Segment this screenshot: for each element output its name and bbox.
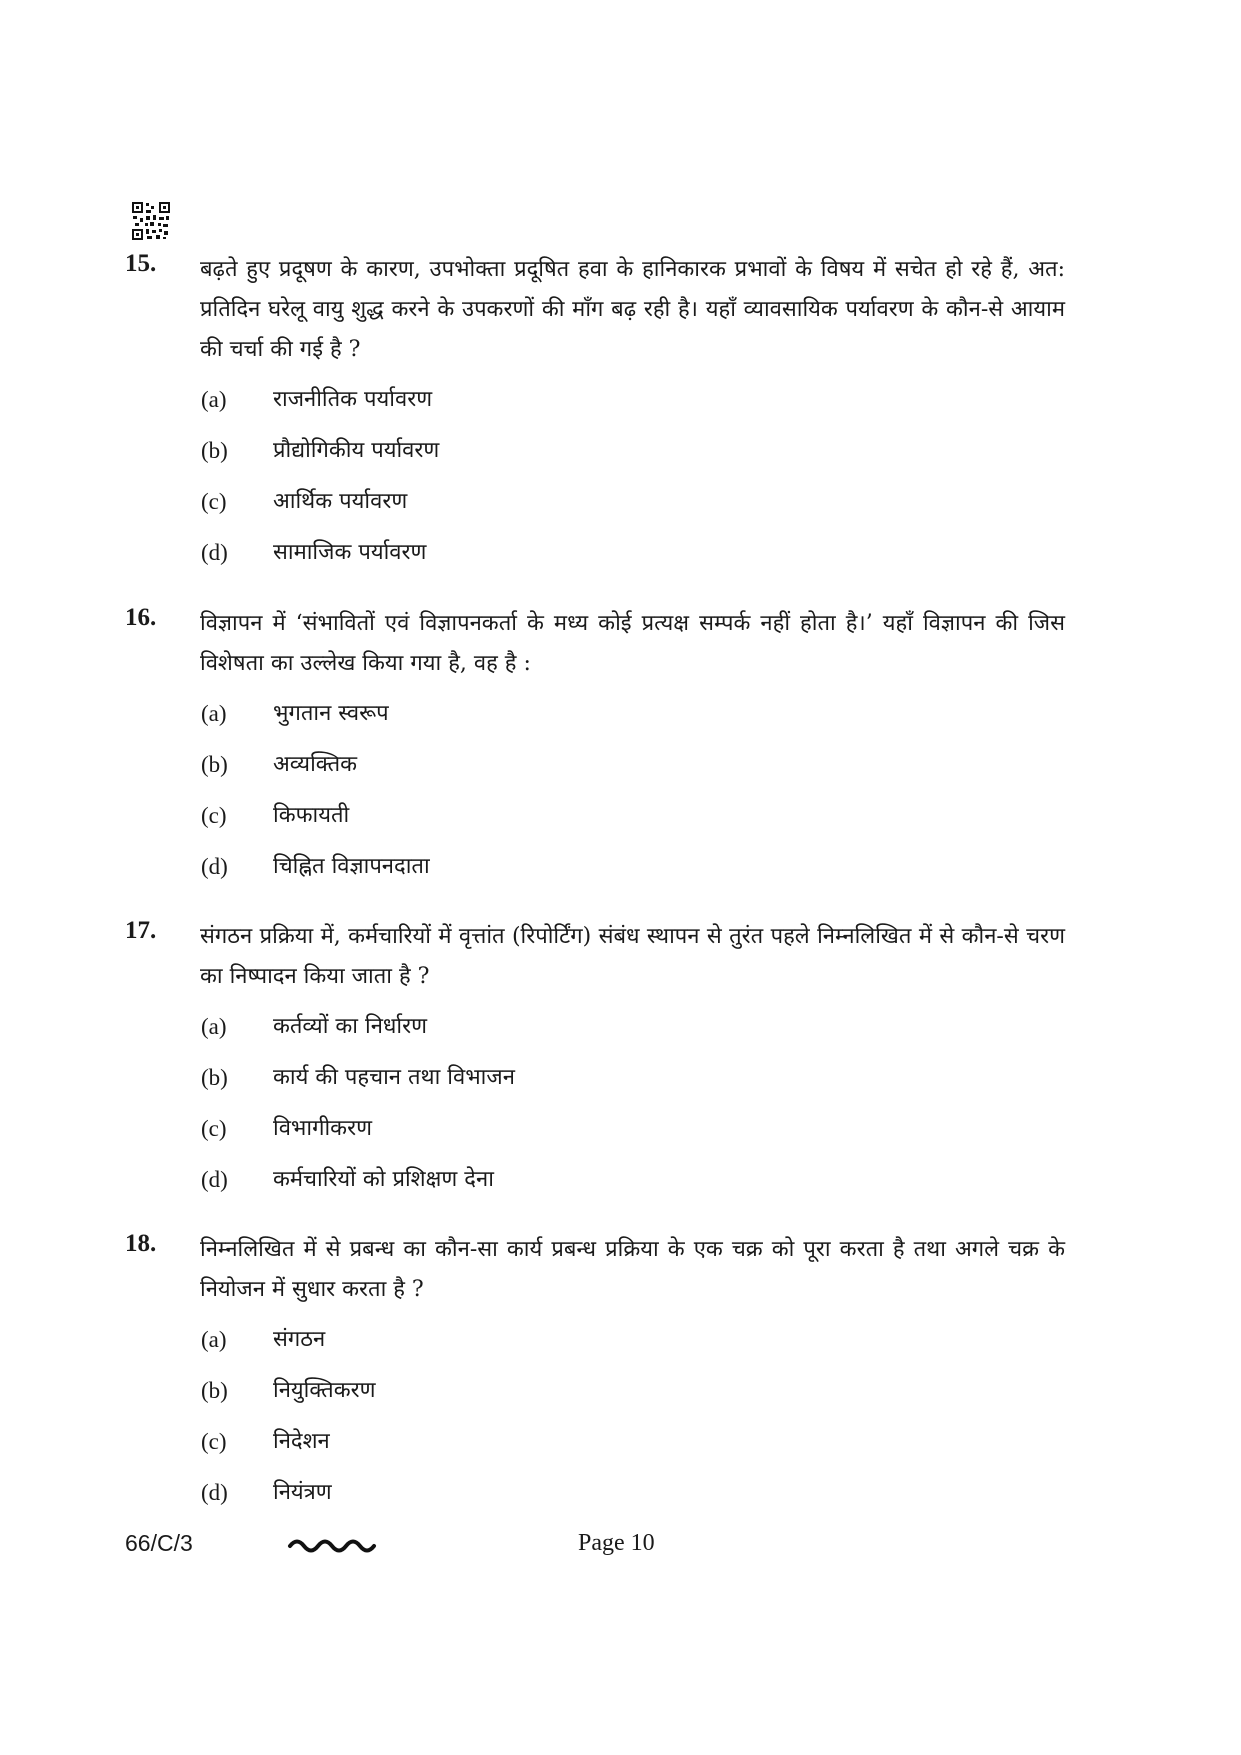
option-c bbox=[125, 1109, 1065, 1160]
option-c bbox=[125, 482, 1065, 533]
option-label: (b) bbox=[201, 1065, 228, 1090]
question-18 bbox=[125, 1230, 1065, 1524]
options-list bbox=[125, 380, 1065, 584]
question-number: 18. bbox=[125, 1230, 157, 1257]
option-d bbox=[125, 847, 1065, 898]
option-label: (a) bbox=[201, 387, 227, 412]
options-list bbox=[125, 694, 1065, 898]
page-number: Page 10 bbox=[578, 1530, 655, 1556]
option-label: (a) bbox=[201, 1327, 227, 1352]
option-label: (d) bbox=[201, 1480, 228, 1505]
option-label: (c) bbox=[201, 1429, 227, 1454]
option-label: (d) bbox=[201, 1167, 228, 1192]
option-text: नियुक्तिकरण bbox=[273, 1378, 376, 1403]
option-text: चिह्नित विज्ञापनदाता bbox=[273, 854, 430, 879]
option-b bbox=[125, 1371, 1065, 1422]
option-label: (b) bbox=[201, 438, 228, 463]
option-label: (c) bbox=[201, 803, 227, 828]
option-a bbox=[125, 694, 1065, 745]
question-17 bbox=[125, 917, 1065, 1211]
question-text: निम्नलिखित में से प्रबन्ध का कौन-सा कार्य प्रबन्ध प्रक्रिया के एक चक्र को पूरा करता है तथा अगले चक्र के नियोजन में सुधार करता है ? bbox=[200, 1237, 1065, 1302]
option-label: (a) bbox=[201, 1014, 227, 1039]
options-list bbox=[125, 1007, 1065, 1211]
option-text: प्रौद्योगिकीय पर्यावरण bbox=[273, 438, 440, 463]
option-b bbox=[125, 745, 1065, 796]
question-number: 15. bbox=[125, 250, 157, 277]
option-label: (b) bbox=[201, 752, 228, 777]
tilde-ornament-icon bbox=[286, 1532, 386, 1556]
option-d bbox=[125, 1473, 1065, 1524]
question-text: विज्ञापन में ‘संभावितों एवं विज्ञापनकर्ता के मध्य कोई प्रत्यक्ष सम्पर्क नहीं होता है।’ यहाँ विज्ञापन की जिस विशेषता का उल्लेख किया गया है, वह है : bbox=[200, 611, 1065, 676]
option-label: (c) bbox=[201, 1116, 227, 1141]
option-text: आर्थिक पर्यावरण bbox=[273, 489, 408, 514]
option-text: सामाजिक पर्यावरण bbox=[273, 540, 427, 565]
question-number: 17. bbox=[125, 917, 157, 944]
question-text: संगठन प्रक्रिया में, कर्मचारियों में वृत्तांत (रिपोर्टिंग) संबंध स्थापन से तुरंत पहले निम्नलिखित में से कौन-से चरण का निष्पादन किया जाता है ? bbox=[200, 924, 1065, 989]
option-label: (d) bbox=[201, 540, 228, 565]
option-c bbox=[125, 1422, 1065, 1473]
option-text: विभागीकरण bbox=[273, 1116, 372, 1141]
option-text: राजनीतिक पर्यावरण bbox=[273, 387, 433, 412]
option-label: (a) bbox=[201, 701, 227, 726]
option-label: (c) bbox=[201, 489, 227, 514]
option-c bbox=[125, 796, 1065, 847]
option-text: निदेशन bbox=[273, 1429, 330, 1454]
qr-code-icon bbox=[132, 202, 170, 240]
option-text: अव्यक्तिक bbox=[273, 752, 358, 777]
option-text: किफायती bbox=[273, 803, 350, 828]
option-text: कार्य की पहचान तथा विभाजन bbox=[273, 1065, 515, 1090]
paper-code: 66/C/3 bbox=[125, 1530, 193, 1556]
option-text: कर्तव्यों का निर्धारण bbox=[273, 1014, 428, 1039]
options-list bbox=[125, 1320, 1065, 1524]
question-16 bbox=[125, 604, 1065, 898]
option-label: (b) bbox=[201, 1378, 228, 1403]
page-footer bbox=[0, 1530, 1241, 1570]
option-text: कर्मचारियों को प्रशिक्षण देना bbox=[273, 1167, 494, 1192]
option-d bbox=[125, 533, 1065, 584]
option-a bbox=[125, 1320, 1065, 1371]
option-a bbox=[125, 1007, 1065, 1058]
question-15 bbox=[125, 250, 1065, 584]
question-number: 16. bbox=[125, 604, 157, 631]
option-b bbox=[125, 431, 1065, 482]
option-text: नियंत्रण bbox=[273, 1480, 332, 1505]
option-d bbox=[125, 1160, 1065, 1211]
option-text: संगठन bbox=[273, 1327, 326, 1352]
option-a bbox=[125, 380, 1065, 431]
option-text: भुगतान स्वरूप bbox=[273, 701, 389, 726]
option-b bbox=[125, 1058, 1065, 1109]
question-text: बढ़ते हुए प्रदूषण के कारण, उपभोक्ता प्रदूषित हवा के हानिकारक प्रभावों के विषय में सचेत हो रहे हैं, अत: प्रतिदिन घरेलू वायु शुद्ध करने के उपकरणों की माँग बढ़ रही है। यहाँ व्यावसायिक पर्यावरण के कौन-से आयाम की चर्चा की गई है ? bbox=[200, 257, 1065, 362]
option-label: (d) bbox=[201, 854, 228, 879]
